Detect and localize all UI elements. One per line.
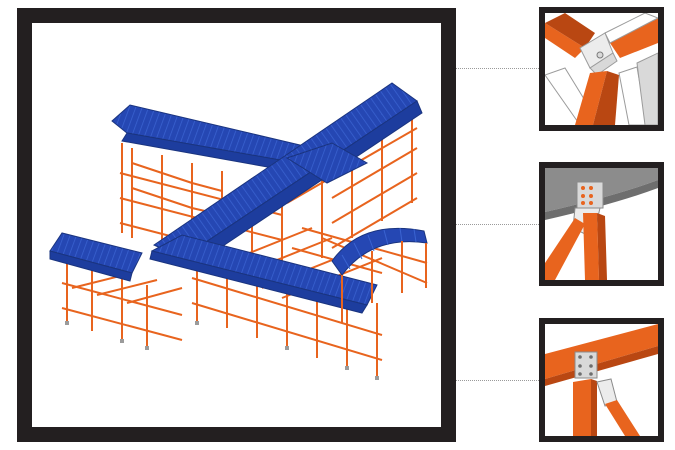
column-base-plates (65, 321, 379, 380)
building-isometric-view (32, 23, 441, 427)
leader-line-3 (456, 380, 539, 381)
leader-line-1 (456, 68, 539, 69)
roof-ridge-connection-detail (539, 7, 664, 131)
column-beam-splice-detail (539, 318, 664, 442)
leader-line-2 (456, 224, 539, 225)
main-illustration-frame (17, 8, 456, 442)
curved-vault-roof (332, 228, 427, 275)
curved-beam-bracket-detail (539, 162, 664, 286)
